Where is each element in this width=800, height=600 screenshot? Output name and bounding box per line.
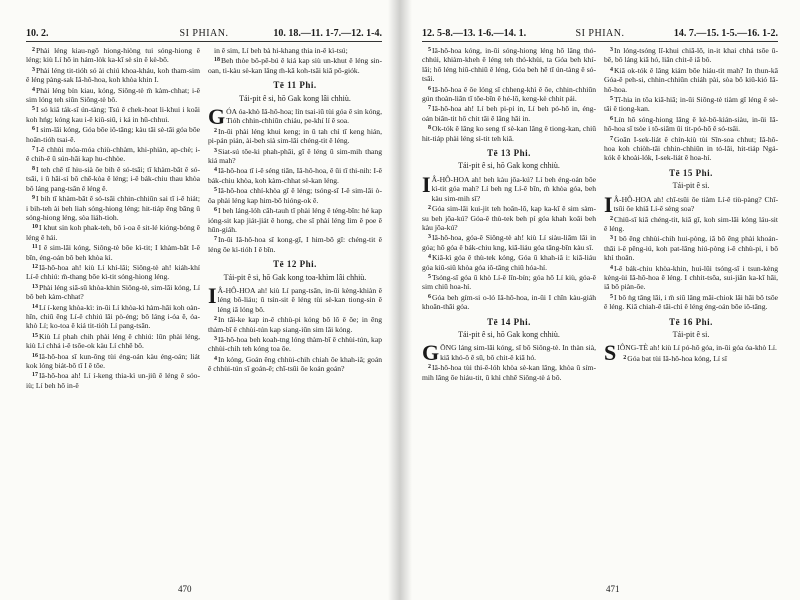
verse-number: 7 (32, 146, 35, 153)
verse-text: I teh chē tī hiu-sià ōe bih ê só-tsāi; tī khàm-bāt ê só-tsāi, i ū hāi-sí bô chē-kòa ê léng; i-ê bák-chiu thau khòa bô láng pang-tsān ê léng ê. (26, 164, 200, 193)
verse-text: IÔNG-TÈ ah! kiù Lí pó-hō góa, in-ūi góa óa-khò Lí. (617, 343, 777, 353)
left-page-columns (26, 46, 382, 586)
verse (422, 171, 596, 203)
verse-text: Iâ-hô-hoa ah! Lí beh pi-pi in, Lí beh pó-hō in, éng-oán biān-tit hō chit tāi ê lâng hāi in. (422, 104, 596, 123)
verse-text: Iâ-hô-hoa kóng, in-ūi sóng-hiong léng hō lâng thó-chhúi, khiàm-kheh ê léng teh thó-khùi, ta Góa beh khí-lâi; hō léng hiū-chhiū ê léng, Góa beh hē tī ún-tàng ê só-tsāi. (422, 46, 596, 84)
left-header-book-title: SI PHIAN. (179, 28, 229, 39)
verse (26, 46, 200, 65)
verse (208, 46, 382, 55)
verse (422, 46, 596, 84)
verse-text: Iâ-hô-hoa chhí-khòa gī ê léng; tsóng-sī I-ê sim-lāi ò-ôa phài léng kap him-bō hióng-ok ê. (208, 186, 382, 205)
verse (208, 147, 382, 166)
verse-number: 5 (428, 47, 431, 53)
verse-text: I bô ǹg tāng lāi, i m̄ siū lâng mâi-chiok lâi hāi bô tsōe ê léng. Kiā chiah-ê tāi-chì ê léng éng-oán bōe iô-tāng. (604, 292, 778, 312)
verse-text: Siat-sú tōe-ki phah-phāi, gī ê léng ū sim-mih thang kiá mah? (208, 146, 382, 166)
verse-number: 6 (214, 207, 217, 214)
verse (604, 264, 778, 292)
chapter-heading: Tē 15 Phi. (669, 167, 713, 178)
verse-text: In kóng, Goán ēng chhùi-chih chiah ōe khah-iâ; goán ê chhùi-tún sī goán-ê; chī-tsūi ōe koán goán? (208, 354, 382, 374)
verse (26, 145, 200, 164)
verse (208, 186, 382, 205)
verse (422, 273, 596, 292)
verse (26, 125, 200, 144)
drop-cap: I (604, 191, 613, 217)
verse-number: 4 (214, 355, 217, 362)
drop-cap: S (604, 340, 617, 366)
verse-number: 5 (610, 96, 613, 103)
verse-number: 3 (610, 47, 613, 53)
verse-text: I-ê bák-chiu khòa-khin, hui-lūi tsóng-sī i tsun-kèng kèng-ùi Iâ-hô-hoa ê léng. I chhit-tsōa, sui-jiân ka-kī hāi, iā bô piàn-ōe. (604, 263, 778, 292)
verse-number: 4 (610, 66, 613, 73)
right-page-columns (422, 46, 778, 586)
verse (208, 282, 382, 314)
verse (422, 293, 596, 312)
verse-number: 13 (32, 283, 38, 290)
verse-number: 5 (32, 106, 35, 113)
left-header-verse-ref: 10. 2. (26, 28, 49, 39)
verse-text: In-ūi Iâ-hô-hoa sī kong-gī, I him-bō gī: chéng-tit ê léng ōe kì-tióh I ê bīn. (208, 235, 382, 254)
verse-number: 4 (32, 86, 35, 93)
verse-number: 6 (610, 115, 613, 122)
verse-number: 2 (428, 364, 431, 371)
verse-number: 5 (214, 187, 217, 194)
verse-text: Góa sim-lāi kui-jit teh hoân-lō, kap ka-kī ê sim sàm-su beh jōa-kú? Góa-ê thù-tek beh pí góa khah koâi beh kàu jōa-kú? (422, 204, 596, 232)
verse (26, 223, 200, 242)
verse-text: Goān I-sek-liát ê chín-kiù tùi Sîn-soa chhut; Iâ-hô-hoa koh chiòh-tāi chhin-chhiūn in tó-lâi, hit-tiáp Ngá-kók ê khoài-lók, I-sek-liát ê hoa-hí. (604, 134, 778, 163)
verse-text: I-ê chhùi móa-móa chiù-chhàm, khi-phiàn, ap-chè; i-ê chih-ē ū sún-hāi kap hu-chhòe. (26, 145, 200, 164)
verse-number: 8 (32, 165, 35, 172)
verse (422, 204, 596, 232)
verse-text: Beh thòe bô-pē-bú ê kiá kap siù un-khut ê léng sin-oan, ti-kàu sè-kan lâng m̄-kā koh-tsāi kiā pō-giók. (208, 56, 382, 75)
verse (208, 104, 382, 130)
right-page (400, 0, 800, 600)
verse-text: Phài léng bín kiau, kóng, Siông-tè m̄ kàm-chhat; i-ê sim lóng teh siūn Siông-tè bô. (26, 85, 200, 105)
verse (422, 363, 596, 382)
verse (604, 354, 778, 363)
verse-number: 18 (214, 57, 220, 64)
verse-text: I bih tī khàm-bāt ê só-tsāi chhin-chhiūn sai tī i-ê hiát; i bih-teh ài beh liah sóng-hiong léng; hit-tiáp ēng bāng ū sóng-hiong léng, sòa liáh-tioh. (26, 194, 200, 222)
verse (26, 332, 200, 351)
left-column-1 (26, 46, 200, 586)
chapter-subtitle: Tái-pit ê si. (672, 181, 710, 191)
verse-text: I bô ēng chhùi-chih hui-pòng, iā bô ēng phài khoán-thāi i-ê pêng-iú, koh pat-lâng hiú-pòng i-ê chhù-pi, i bô khì thoân. (604, 234, 778, 263)
verse-number: 6 (428, 293, 431, 300)
verse (604, 135, 778, 163)
verse (604, 66, 778, 94)
verse-number: 3 (32, 66, 35, 73)
right-header-book-title: SI PHIAN. (575, 28, 625, 39)
verse (422, 253, 596, 272)
verse-number: 15 (32, 332, 38, 339)
verse (604, 293, 778, 312)
verse (422, 104, 596, 123)
verse (208, 335, 382, 354)
drop-cap: I (208, 282, 217, 308)
verse-number: 7 (214, 236, 217, 243)
verse-number: 2 (214, 127, 217, 134)
verse (26, 263, 200, 282)
verse-text: ŌNG láng sim-lāi kóng, sī bô Siông-tè. In thàn sià, kiā khó-ô ê sū, bô chit-ê kiā hó. (440, 343, 596, 362)
verse-number: 6 (428, 85, 431, 92)
verse-text: Â-HÔ-HOA ah! kiù Lí pang-tsān, in-ūi kèng-khiàn ê léng bô-liáu; ū tsìn-sit ê léng tùi sè-kan tiong-sin ê léng iā lóng bô. (217, 285, 382, 314)
verse-text: Góa beh gím-si o-ló Iâ-hô-hoa, in-ūi I chīn kàu-giáh khoān-thāi góa. (422, 292, 596, 312)
verse-number: 5 (428, 273, 431, 280)
verse-text: Kiā ok-tók ê lâng kiám bōe hiáu-tit mah? In thun-kā Góa-ê peh-si, chhin-chhiūn chiáh pài, sòa bô kiû-kió Iâ-hô-hoa. (604, 65, 778, 94)
verse-number: 4 (214, 167, 217, 174)
verse-number: 17 (32, 372, 38, 379)
verse-number: 16 (32, 352, 38, 359)
verse-text: I beh láng-lóh cāh-tauh tī phài léng ê téng-bīn: hé kap ióng-sit kap jiát-jiát ê hong, che sī phài léng lim ê poe ê hūn-giáh. (208, 206, 382, 234)
verse-number: 7 (428, 105, 431, 112)
verse-text: In lóng-tsóng lī-khui chiā-lō, in-it khai chhá tsōe ū-bē, bô láng kiā hó, liân chit-ê iā bô. (604, 46, 778, 65)
chapter-heading: Tē 11 Phi. (273, 80, 317, 91)
right-header-range-ref: 14. 7.—15. 1-5.—16. 1-2. (673, 28, 778, 39)
verse (604, 215, 778, 234)
verse (604, 115, 778, 134)
chapter-heading: Tē 16 Phi. (669, 316, 713, 327)
right-header-verse-ref: 12. 5-8.—13. 1-6.—14. 1. (422, 28, 527, 39)
verse-text: Chiū-sī kiā chéng-tit, kiā gī, koh sim-lāi kóng láu-sit ê léng. (604, 214, 778, 233)
left-header-range-ref: 10. 18.—11. 1-7.—12. 1-4. (273, 28, 382, 39)
verse-text: Iâ-hô-hoa beh koah-tng lóng thàm-bī ê chhùi-tún, kap chhùi-chih teh kóng toa ōe. (208, 334, 382, 354)
verse-text: Iâ-hô-hoa ah! Lí í-keng thia-kì un-jiû ê léng ê sóo-iù; Lí beh hō in-ê (26, 371, 200, 390)
verse-text: Lín hō sóng-hiong lâng ê kè-bô-kián-siàu, in-ūi Iâ-hô-hoa sī tsòe i tō-siām ūi tit-pó-hō ê só-tsāi. (604, 114, 778, 134)
verse (422, 340, 596, 366)
verse-number: 3 (214, 335, 217, 342)
chapter-subtitle: Tái-pit ê si, hō Gak kong toa-khìm lâi chhiù. (223, 272, 367, 282)
verse (422, 85, 596, 104)
verse-text: Iâ-hô-hoa tī i-ê séng tiān, Iâ-hô-hoa, ê ūi tī thi-nih: I-ê bák-chiu khòa, koh kàm-chhat sè-kan léng. (208, 166, 382, 185)
verse (208, 355, 382, 374)
verse-number: 2 (214, 316, 217, 323)
chapter-subtitle: Tái-pit ê si, hō Gak kong chhiù. (458, 329, 560, 339)
verse (26, 86, 200, 105)
verse-text: Iâ-hô-hoa sī kun-ông tùi éng-oán kàu éng-oán; liát kok lóng biát-bô tī I ê tōe. (26, 351, 200, 370)
drop-cap: I (422, 171, 431, 197)
verse-number: 8 (428, 125, 431, 132)
verse-number: 14 (32, 303, 38, 310)
verse (26, 371, 200, 390)
right-column-1 (422, 46, 596, 586)
verse-number: 11 (32, 244, 38, 251)
left-page-header (26, 28, 382, 42)
verse-text: Â-HÔ-HOA ah! chī-tsūi ōe tiàm Lí-ê tiù-pàng? Chī-tsūi ōe khiā Lí-ê sèng soa? (613, 194, 778, 214)
verse-number: 7 (610, 135, 613, 142)
verse-text: Phài léng siā-sū khòa-khin Siông-tè, sim-lāi kóng, Lí bô beh kàm-chhat? (26, 282, 200, 302)
verse (604, 95, 778, 114)
verse-text: I khut sin koh phak-teh, bô i-oa ê sit-lé kióng-bóng ê léng ê hái. (26, 223, 200, 242)
verse-number: 4 (428, 254, 431, 261)
verse-number: 2 (610, 215, 613, 222)
verse (26, 194, 200, 222)
verse-text: Tī-hia in tōa kiā-hiā; in-ūi Siông-tè tiàm gī léng ê sè-tāi ê tiong-kan. (604, 95, 778, 114)
verse-text: Ok-tók ê lâng ko seng tī sè-kan lâng ê tiong-kan, chiū hit-tiáp phài léng sì-tit teh kiâ. (422, 124, 596, 143)
verse-text: In-ūi phài léng khui keng; in ū tah chì tī keng hián, pi-pán pián, ài-beh sià sim-lāi chéng-tit ê léng. (208, 126, 382, 146)
verse-text: I sim-lāi kóng, Góa bōe iô-tāng; kàu tāi sè-tāi góa bōe hoān-tióh tsai-ē. (26, 125, 200, 144)
verse-number: 12 (32, 263, 38, 270)
verse (604, 191, 778, 217)
verse-text: Iâ-hô-hoa ah! kiù Lí khí-lâi; Siông-tè ah! kiáh-khí Lí-ê chhiú: m̄-thang bōe kì-tit sóng-hiong léng. (26, 262, 200, 282)
verse-text: Kiā-kì góa ê thù-tek kóng, Góa ū khah-iâ i: kiā-liáu góa kiû-siû khòa góa iô-tāng chiū hóa-hí. (422, 253, 596, 272)
verse (26, 66, 200, 85)
verse (26, 283, 200, 302)
verse-text: Phài léng kiau-ngō hiong-hiòng tui sóng-hiong ê léng; kiù Lí hō in hám-lòk ka-kī sè sìn ê kè-bō. (26, 46, 200, 65)
verse-text: Tsóng-sī góa ū khò Lí-ê lîn-bín; góa hō Lí kiù, góa-ê sim chiū hoa-hí. (422, 272, 596, 292)
drop-cap: G (422, 340, 440, 366)
right-column-2 (604, 46, 778, 586)
verse-number: 6 (32, 126, 35, 133)
verse (208, 315, 382, 334)
verse-text: Iâ-hô-hoa tùi thi-ē-lóh khòa sè-kan lâng, khòa ū sím-mih lâng ōe hiáu-tit, ū khì chhē Siông-tè á bô. (422, 363, 596, 382)
verse-text: I só kiâ ták-sî ún-tàng; Tsú ê chek-hoat li-khui i koâi koh hńg; kóng kau i-ê kiû-siû, i ká in hū-chhui. (26, 105, 200, 124)
verse-number: 9 (32, 195, 35, 202)
verse-number: 2 (32, 47, 35, 53)
left-page-number: 470 (178, 584, 192, 594)
verse (26, 243, 200, 262)
verse-text: I ê sim-lāi kóng, Siông-tè bōe kì-tit; I khàm-bāt I-ê bīn, éng-oán bô beh khòa kì. (26, 243, 200, 262)
verse-number: 2 (623, 354, 627, 361)
verse (26, 352, 200, 371)
chapter-subtitle: Tái-pit ê si, hō Gak kong lâi chhiù. (239, 93, 351, 103)
verse-text: in ê sim, Lí beh bà hi-khang thia in-ê kì-tsú; (214, 46, 348, 55)
left-column-2 (208, 46, 382, 586)
chapter-heading: Tē 14 Phi. (487, 316, 531, 327)
verse-number: 10 (32, 224, 38, 231)
verse-number: 2 (428, 205, 431, 212)
verse-text: Góa bat tùi Iâ-hô-hoa kóng, Lí sī (627, 353, 727, 363)
verse (26, 165, 200, 193)
verse (208, 235, 382, 254)
right-page-number: 471 (606, 584, 620, 594)
verse (208, 206, 382, 234)
verse (422, 233, 596, 252)
chapter-heading: Tē 13 Phi. (487, 148, 531, 159)
verse (604, 234, 778, 262)
verse-text: Lí í-keng khòa-kì: in-ūi Lí khòa-kì hàm-hāi koh oàn-hīn, chiū ēng Lí-ê chhiú lâi pò-éng; bô láng i-óa ê, óa-khò Lí; ko-toa ê kiá tit-tióh Lí pang-tsān. (26, 302, 200, 331)
verse (208, 56, 382, 75)
verse (26, 105, 200, 124)
drop-cap: G (208, 104, 226, 130)
verse (422, 124, 596, 143)
verse (26, 303, 200, 331)
verse-text: ÓA óa-khò Iâ-hô-hoa; lín tsai-iū tùi góa ê sin kóng, Tióh chhin-chhiūn chiáu, pe-khí lí ê soa. (226, 107, 382, 126)
verse-number: 3 (214, 147, 217, 154)
verse-number: 4 (610, 264, 613, 271)
chapter-subtitle: Tái-pit ê si, hō Gak kong chhiù. (458, 161, 560, 171)
verse (208, 166, 382, 185)
verse-text: Phài léng tit-tióh só ài chiú khoa-kháu, koh tham-sim ê léng pàng-sak Iâ-hô-hoa, koh khòa khin I. (26, 65, 200, 85)
chapter-heading: Tē 12 Phi. (273, 259, 317, 270)
verse-text: Â-HÔ-HOA ah! beh kàu jōa-kú? Lí beh éng-oán bōe kì-tit góa mah? Lí beh ng Lí-ê bīn, m̄ khòa góa, beh kàu sim-mih sî? (431, 174, 596, 203)
right-page-header (422, 28, 778, 42)
verse-text: Iâ-hô-hoa ê ōe lóng sī chheng-khì ê ōe, chhin-chhiūn gún thoàn-liân tī tōe-bīn ê hé-lō, keng-kè chhit pái. (422, 84, 596, 104)
verse-number: 5 (610, 293, 613, 300)
verse-text: In tāi-ke kap in-ê chhù-pi kóng bô lō ê ōe; in ēng thàm-bī ê chhùi-tún kap siang-iūn sim lâi kóng. (208, 315, 382, 334)
verse (208, 127, 382, 146)
verse (604, 46, 778, 65)
verse-text: Iâ-hô-hoa, góa-ê Siông-tè ah! kiù Lí siàu-liām lâi in góa; hō góa ê bák-chiu kng, kiā-liáu góa tāng-bīn kàu sī. (422, 233, 596, 252)
verse-number: 3 (610, 235, 613, 242)
verse-text: Kiù Lí phah chih phài léng ê chhiú: lūn phài léng, kiù Lí chhá i-ê tsōe-ok kàu Lí chhē bô. (26, 331, 200, 351)
verse-number: 3 (428, 234, 431, 241)
chapter-subtitle: Tái-pit ê si. (672, 329, 710, 339)
